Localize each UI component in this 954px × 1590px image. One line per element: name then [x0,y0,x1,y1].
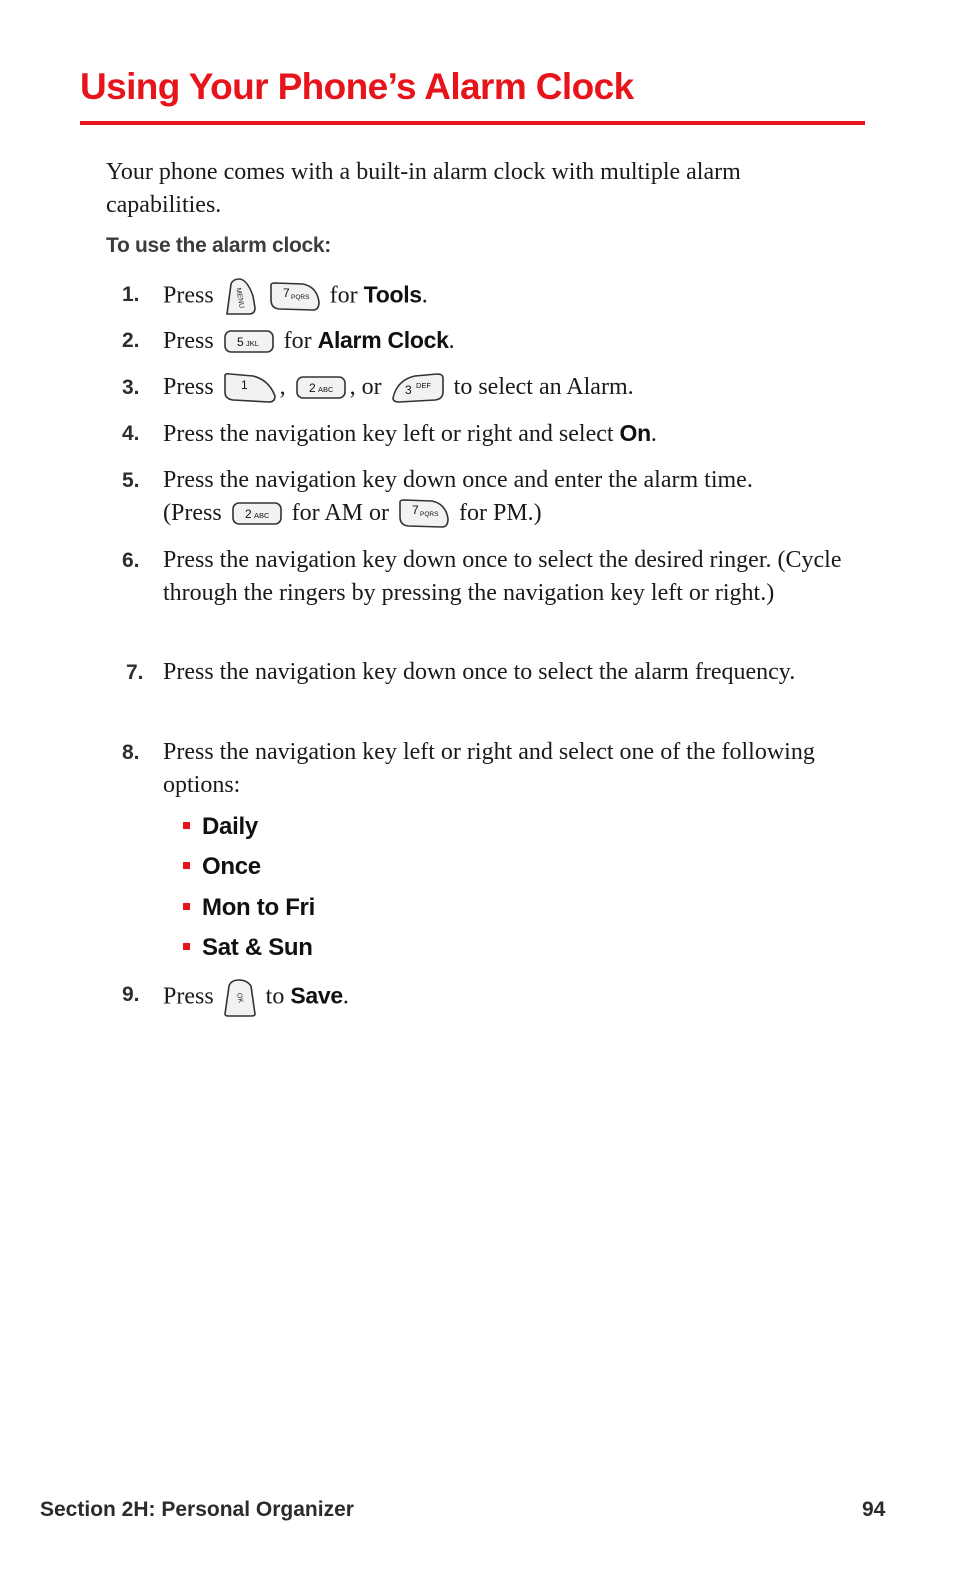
step-number: 6. [122,549,140,572]
option-sat-sun: Sat & Sun [183,934,313,962]
svg-text:DEF: DEF [415,381,431,391]
svg-text:ABC: ABC [317,385,334,395]
title-rule [80,121,865,125]
menu-item-tools: Tools [363,281,422,308]
svg-text:5: 5 [236,335,244,350]
step-text: for [329,282,358,309]
bullet-icon [183,943,190,950]
procedure-heading: To use the alarm clock: [106,234,331,257]
step-number: 8. [122,741,140,764]
step-number: 3. [122,376,140,399]
option-once: Once [183,853,261,881]
menu-key-icon [223,278,257,316]
key-7-icon [398,499,450,529]
bullet-icon [183,903,190,910]
svg-text:PQRS: PQRS [420,511,439,519]
step-number: 9. [122,983,140,1006]
step-text: Press [163,282,214,309]
svg-text:JKL: JKL [245,339,259,349]
bullet-icon [183,822,190,829]
step-number: 4. [122,422,140,445]
page-title: Using Your Phone’s Alarm Clock [80,66,634,107]
svg-text:3: 3 [404,383,412,398]
svg-text:OK: OK [234,992,244,1004]
bullet-icon [183,862,190,869]
key-5-icon [223,329,275,355]
step-number: 7. [126,661,144,684]
key-7-icon [269,282,321,312]
svg-text:MENU: MENU [233,287,245,309]
ok-key-icon [223,978,257,1018]
key-1-icon [223,372,277,404]
option-mon-to-fri: Mon to Fri [183,894,315,922]
svg-text:2: 2 [244,507,252,522]
svg-text:ABC: ABC [253,511,270,521]
footer-section: Section 2H: Personal Organizer [40,1498,354,1521]
option-daily: Daily [183,813,258,841]
step-number: 5. [122,469,140,492]
step-number: 1. [122,283,140,306]
svg-text:2: 2 [308,381,316,396]
svg-text:7: 7 [282,286,290,300]
svg-text:7: 7 [412,503,419,518]
key-2-icon [295,375,347,401]
menu-item-alarm-clock: Alarm Clock [317,327,449,353]
intro-paragraph: Your phone comes with a built-in alarm clock with multiple alarm capabilities. [106,159,741,218]
key-2-icon [231,501,283,527]
svg-text:1: 1 [240,378,248,393]
page-number: 94 [862,1498,886,1521]
svg-text:PQRS: PQRS [290,294,310,301]
menu-item-save: Save [290,982,343,1009]
option-on: On [619,420,651,446]
key-3-icon [391,372,445,404]
step-number: 2. [122,329,140,352]
